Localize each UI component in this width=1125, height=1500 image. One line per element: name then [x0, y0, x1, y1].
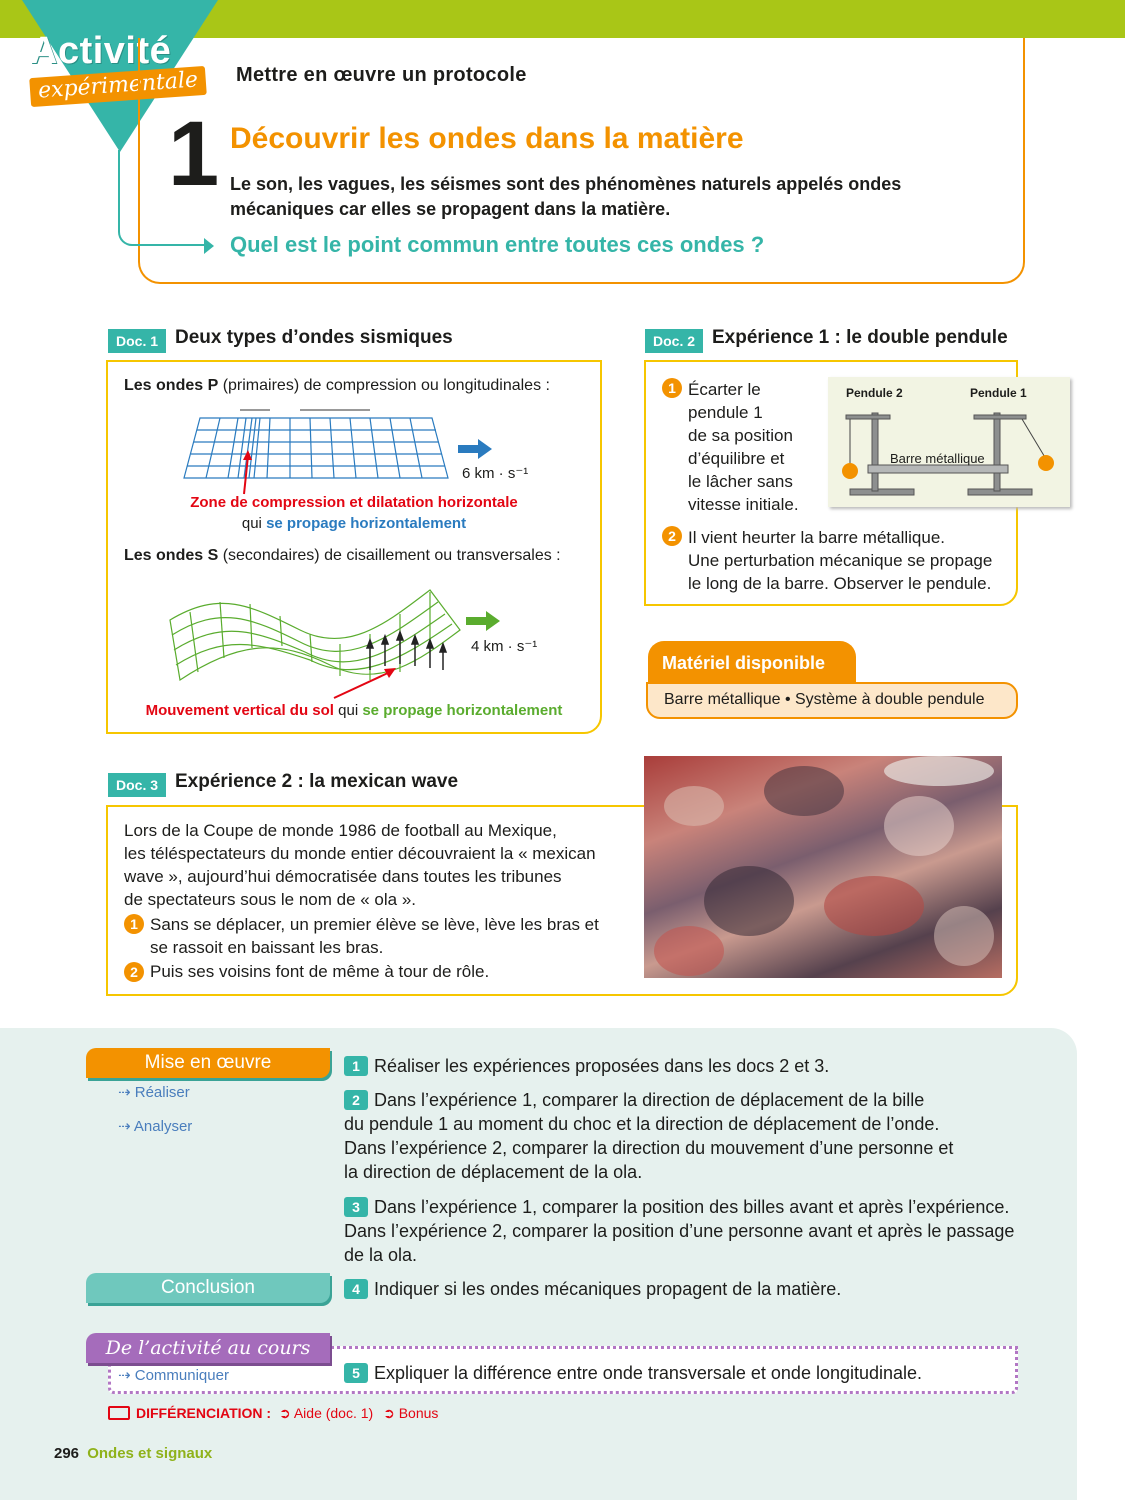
question-2: 2 Dans l’expérience 1, comparer la direction de déplacement de la bille du pendule 1 au moment du choc et la direction de déplacement de l’onde. Dans l’expérience 2, comparer la direction du mouvement d’une personne et la direction de déplacement de la ola. [344, 1090, 954, 1182]
page-number: 296 [54, 1445, 80, 1462]
intro-text: Le son, les vagues, les séismes sont des phénomènes naturels appelés ondes mécaniques car elles se propagent dans la matière. [230, 174, 902, 219]
doc2-step2-line: Une perturbation mécanique se propage [688, 551, 993, 570]
p-caption-red: Zone de compression et dilatation horizontale [190, 494, 518, 511]
doc3-text [124, 819, 596, 911]
doc2-step1-line: Écarter le [688, 380, 761, 399]
doc2-step1-number: 1 [662, 378, 686, 399]
doc2-step1-line: pendule 1 [688, 403, 763, 422]
stadium-crowd-photo [644, 756, 1002, 978]
doc2-step1-line: vitesse initiale. [688, 495, 799, 514]
differenciation: DIFFÉRENCIATION : ➲ Aide (doc. 1) ➲ Bonus [108, 1405, 438, 1422]
p-pointer-icon [236, 450, 256, 496]
p-wave-heading [124, 374, 550, 397]
dotted-arrow-icon: ⇢ [118, 1118, 134, 1135]
doc3-step2: Puis ses voisins font de même à tour de rôle. [150, 962, 490, 981]
s-wave-heading-bold: Les ondes S [124, 547, 219, 564]
doc3-text-line: Lors de la Coupe de monde 1986 de football au Mexique, [124, 821, 557, 840]
doc2-step1-line: de sa position [688, 426, 793, 445]
conclusion-label: Conclusion [86, 1273, 330, 1303]
fig-label-pendule1: Pendule 1 [970, 386, 1027, 400]
p-arrow-icon [458, 438, 494, 460]
doc3-text-line: de spectateurs sous le nom de « ola ». [124, 890, 417, 909]
question-5: 5 Expliquer la différence entre onde transversale et onde longitudinale. [344, 1361, 922, 1385]
doc2-title: Expérience 1 : le double pendule [712, 327, 1008, 348]
question-1-number: 1 [344, 1056, 368, 1076]
skill-analyser: ⇢ Analyser [118, 1118, 193, 1135]
doc3-step1-number: 1 [124, 914, 148, 935]
laptop-icon [108, 1406, 130, 1420]
page-title: Découvrir les ondes dans la matière [230, 122, 744, 155]
doc2-step1-line: le lâcher sans [688, 472, 793, 491]
doc3-tag: Doc. 3 [108, 773, 166, 797]
question-3: 3 Dans l’expérience 1, comparer la position des billes avant et après l’expérience. Dans l’expérience 2, comparer la position d’une personne avant et après le passage de la ola. [344, 1197, 1015, 1265]
activity-title: Activité [30, 30, 172, 72]
doc2-step2-line: le long de la barre. Observer le pendule. [688, 574, 992, 593]
doc2-step2-number: 2 [662, 526, 686, 547]
chapter-name: Ondes et signaux [87, 1445, 213, 1462]
materiel-items: Barre métallique • Système à double pendule [646, 682, 1018, 719]
skill-realiser: ⇢ Réaliser [118, 1084, 190, 1101]
doc3-step2-number: 2 [124, 962, 148, 983]
mise-en-oeuvre-label: Mise en œuvre [86, 1048, 330, 1078]
arrow-circle-icon: ➲ [278, 1405, 294, 1421]
doc3-step1-line: se rassoit en baissant les bras. [150, 938, 384, 957]
p-wave-heading-bold: Les ondes P [124, 377, 219, 394]
doc2-step1-line: d’équilibre et [688, 449, 785, 468]
question-3-number: 3 [344, 1197, 368, 1217]
materiel-title: Matériel disponible [648, 641, 856, 685]
s-caption-green: se propage horizontalement [362, 702, 563, 719]
dotted-arrow-icon: ⇢ [118, 1367, 135, 1384]
question-2-number: 2 [344, 1090, 368, 1110]
s-wave-heading [124, 544, 561, 567]
doc3-step1 [150, 913, 599, 959]
main-question: Quel est le point commun entre toutes ces ondes ? [230, 232, 765, 257]
question-4: 4 Indiquer si les ondes mécaniques propagent de la matière. [344, 1277, 841, 1301]
fig-label-pendule2: Pendule 2 [846, 386, 903, 400]
s-pointer-icon [330, 666, 400, 702]
doc3-text-line: les téléspectateurs du monde entier découvraient la « mexican [124, 844, 596, 863]
doc2-step2-line: Il vient heurter la barre métallique. [688, 528, 946, 547]
p-caption-plain: qui [241, 515, 267, 532]
dotted-arrow-icon: ⇢ [118, 1084, 135, 1101]
s-caption-plain: qui [333, 702, 363, 719]
p-speed: 6 km · s⁻¹ [462, 465, 529, 482]
arrow-circle-icon: ➲ [383, 1405, 399, 1421]
arrow-icon [204, 238, 214, 254]
p-caption-line2 [106, 515, 602, 532]
doc2-step2 [688, 526, 992, 595]
activity-subtitle: expérimentale [29, 66, 207, 107]
skill-communiquer: ⇢ Communiquer [118, 1367, 229, 1384]
fig-label-barre: Barre métallique [890, 451, 985, 466]
s-caption [106, 702, 602, 719]
doc2-tag: Doc. 2 [645, 329, 703, 353]
question-4-number: 4 [344, 1279, 368, 1299]
doc2-step1 [688, 378, 799, 516]
s-wave-heading-rest: (secondaires) de cisaillement ou transversales : [218, 547, 561, 564]
s-speed: 4 km · s⁻¹ [471, 638, 538, 655]
question-1: 1 Réaliser les expériences proposées dans les docs 2 et 3. [344, 1054, 829, 1078]
doc1-tag: Doc. 1 [108, 329, 166, 353]
skill-heading: Mettre en œuvre un protocole [236, 64, 527, 86]
doc1-title: Deux types d’ondes sismiques [175, 327, 453, 348]
s-caption-red: Mouvement vertical du sol [145, 702, 334, 719]
s-arrow-icon [466, 610, 502, 632]
p-wave-heading-rest: (primaires) de compression ou longitudinales : [218, 377, 550, 394]
cours-label: De l’activité au cours [86, 1333, 330, 1363]
p-caption-blue: se propage horizontalement [266, 515, 467, 532]
question-5-number: 5 [344, 1363, 368, 1383]
doc3-step1-line: Sans se déplacer, un premier élève se lève, lève les bras et [150, 915, 599, 934]
p-wave-diagram [170, 404, 490, 484]
activity-number: 1 [168, 103, 220, 205]
doc3-text-line: wave », aujourd’hui démocratisée dans toutes les tribunes [124, 867, 562, 886]
bonus-link[interactable]: ➲ Bonus [383, 1405, 439, 1421]
page-footer [54, 1445, 212, 1462]
s-wave-diagram [160, 580, 470, 690]
p-caption-line1 [106, 494, 602, 511]
aide-link[interactable]: ➲ Aide (doc. 1) [278, 1405, 374, 1421]
doc3-title: Expérience 2 : la mexican wave [175, 771, 459, 792]
